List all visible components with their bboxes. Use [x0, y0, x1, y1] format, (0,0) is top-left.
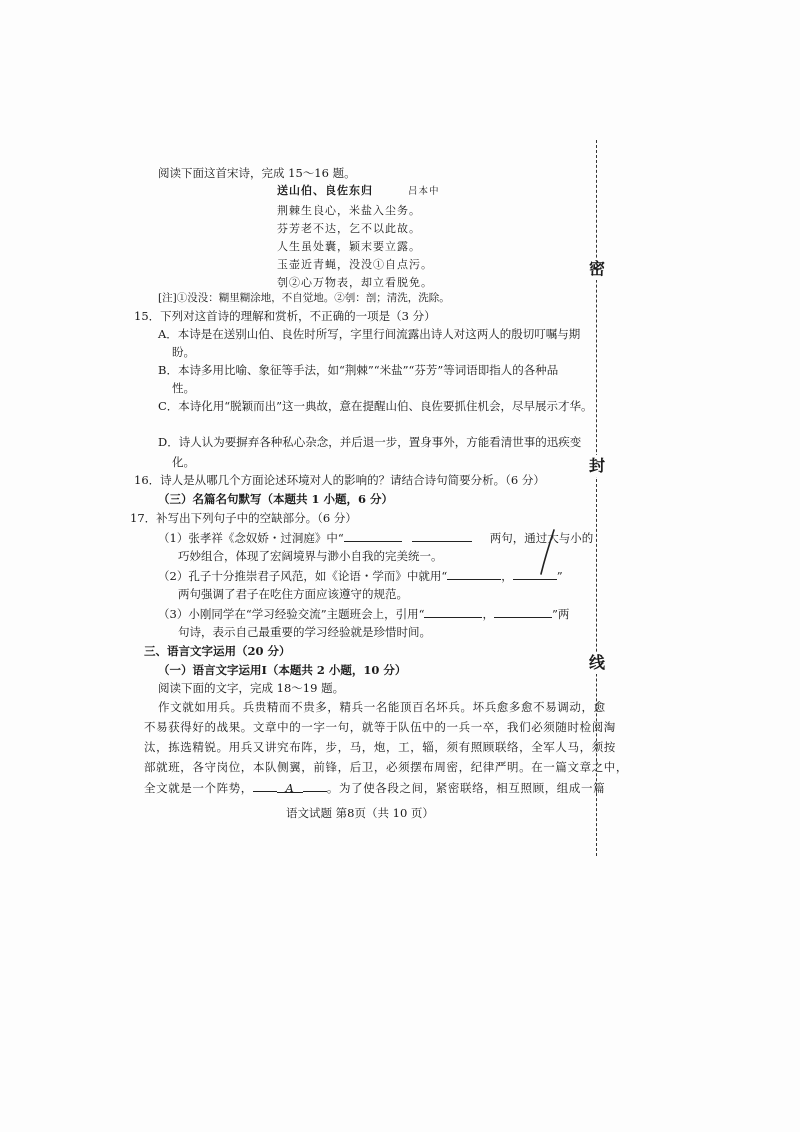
passage-line: 全文就是一个阵势， — [144, 781, 253, 795]
answer-blank[interactable] — [494, 606, 552, 618]
q17-item-1 — [158, 530, 593, 545]
poem-line: 刳②心万物表，却立看脱免。 — [277, 276, 433, 289]
q17-item-1-prefix: （1）张孝祥《念奴娇・过洞庭》中“ — [158, 531, 344, 545]
q17-item-2-prefix: （2）孔子十分推崇君子风范，如《论语・学而》中就用“ — [158, 569, 448, 583]
passage-line: 不易获得好的战果。文章中的一字一句，就等于队伍中的一兵一卒，我们必须随时检阅淘 — [144, 720, 616, 734]
passage-line: 汰，拣选精锐。用兵又讲究布阵，步，马，炮，工，辎，须有照顾联络，全军人马，须按 — [144, 740, 616, 754]
subsection-heading-language-1: （一）语言文字运用Ⅰ（本题共 2 小题，10 分） — [158, 663, 407, 677]
option-d-cont: 化。 — [172, 455, 195, 469]
question-15-stem: 15．下列对这首诗的理解和赏析，不正确的一项是（3 分） — [134, 309, 436, 323]
answer-blank[interactable] — [424, 606, 482, 618]
option-b-cont: 性。 — [172, 381, 195, 395]
passage-line-last — [144, 780, 605, 795]
passage-line: 部就班，各守岗位，本队侧翼，前锋，后卫，必须摆布周密，纪律严明。在一篇文章之中， — [144, 760, 628, 774]
seal-char-bottom: 线 — [589, 653, 606, 672]
q17-item-3-cont: 句诗，表示自己最重要的学习经验就是珍惜时间。 — [178, 625, 431, 639]
poem-line: 荆棘生良心，米盐入尘务。 — [277, 204, 421, 217]
q17-item-2 — [158, 568, 563, 583]
q17-item-1-suffix: 两句，通过大与小的 — [489, 531, 594, 545]
option-d: D．诗人认为要摒弃各种私心杂念，并后退一步，置身事外，方能看清世事的迅疾变 — [158, 435, 582, 449]
page-footer: 语文试题 第8页（共 10 页） — [286, 806, 434, 820]
seal-char-middle: 封 — [589, 456, 606, 475]
question-17-stem: 17．补写出下列句子中的空缺部分。（6 分） — [130, 511, 357, 525]
poem-author: 吕本中 — [408, 186, 440, 197]
answer-blank-a[interactable]: A — [277, 781, 303, 793]
question-16: 16．诗人是从哪几个方面论述环境对人的影响的？请结合诗句简要分析。（6 分） — [134, 473, 545, 487]
passage-tail: 。为了使各段之间，紧密联络，相互照顾，组成一篇 — [326, 781, 606, 795]
poem-line: 人生虽处囊，颖末要立露。 — [277, 240, 421, 253]
poem-note: [注]①没没：糊里糊涂地，不自觉地。②刳：剖；清洗，洗除。 — [158, 292, 450, 304]
poem-line: 玉壶近青蝇，没没①自点污。 — [277, 258, 433, 271]
reading-intro: 阅读下面这首宋诗，完成 15～16 题。 — [158, 166, 356, 180]
pen-mark — [536, 528, 560, 580]
section-heading-language: 三、语言文字运用（20 分） — [144, 644, 291, 658]
q17-item-2-suffix: ” — [556, 569, 563, 583]
q17-item-3 — [158, 606, 569, 621]
answer-blank[interactable] — [412, 530, 472, 542]
q17-item-1-cont: 巧妙组合，体现了宏阔境界与渺小自我的完美统一。 — [178, 549, 443, 563]
option-a: A．本诗是在送别山伯、良佐时所写，字里行间流露出诗人对这两人的殷切叮嘱与期 — [158, 327, 581, 341]
answer-blank[interactable] — [447, 568, 501, 580]
poem-title: 送山伯、良佐东归 — [277, 184, 373, 197]
option-c: C．本诗化用“脱颖而出”这一典故，意在提醒山伯、良佐要抓住机会，尽早展示才华。 — [158, 399, 593, 413]
section-heading-memorization: （三）名篇名句默写（本题共 1 小题，6 分） — [158, 492, 394, 506]
answer-blank[interactable] — [344, 530, 402, 542]
binding-line — [596, 140, 597, 856]
poem-line: 芬芳老不达，乞不以此故。 — [277, 222, 421, 235]
passage-intro: 阅读下面的文字，完成 18～19 题。 — [158, 681, 345, 695]
seal-char-top: 密 — [589, 259, 606, 278]
q17-item-2-comma: ， — [501, 569, 513, 583]
q17-item-3-comma: ， — [482, 607, 494, 621]
option-b: B．本诗多用比喻、象征等手法，如“荆棘”“米盐”“芬芳”等词语即指人的各种品 — [158, 363, 559, 377]
q17-item-3-prefix: （3）小刚同学在“学习经验交流”主题班会上，引用“ — [158, 607, 425, 621]
q17-item-2-cont: 两句强调了君子在吃住方面应该遵守的规范。 — [178, 587, 408, 601]
q17-item-3-suffix: ”两 — [551, 607, 570, 621]
option-a-cont: 盼。 — [172, 345, 195, 359]
passage-line: 作文就如用兵。兵贵精而不贵多，精兵一名能顶百名坏兵。坏兵愈多愈不易调动，愈 — [158, 700, 606, 714]
